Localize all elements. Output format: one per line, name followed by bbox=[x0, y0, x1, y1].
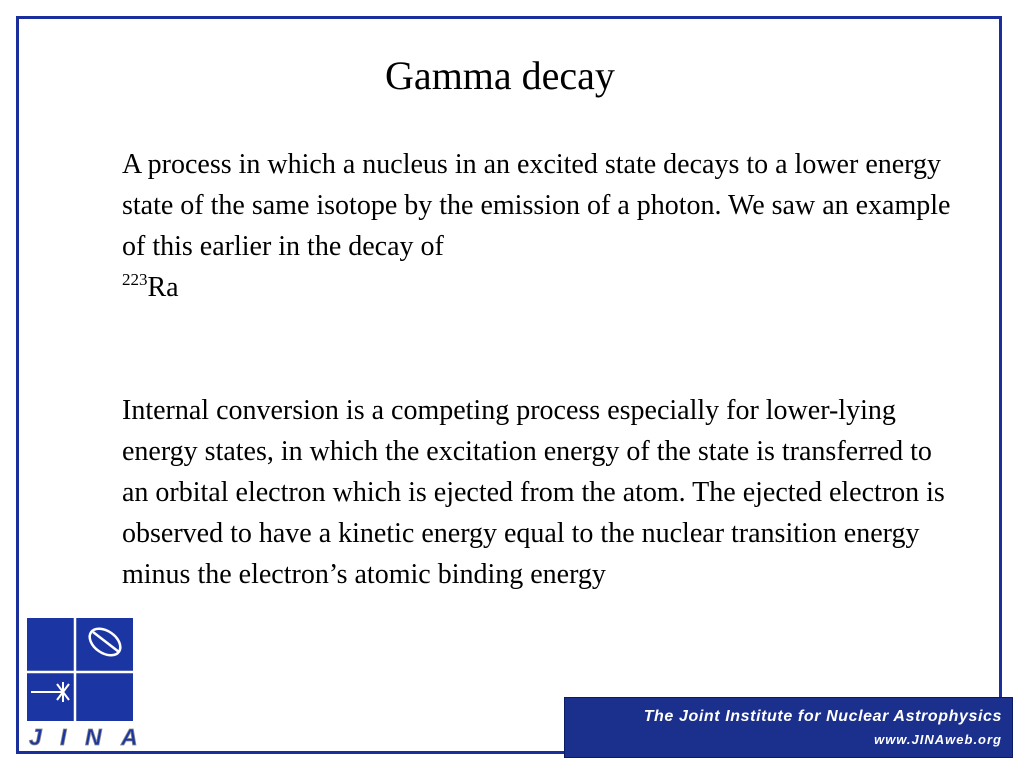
svg-text:J: J bbox=[29, 724, 42, 750]
jina-banner bbox=[564, 697, 1013, 758]
isotope-symbol: Ra bbox=[147, 272, 179, 303]
paragraph-gamma-decay bbox=[122, 144, 962, 308]
paragraph-internal-conversion: Internal conversion is a competing process especially for lower-lying energy states, in which the excitation energy of the state is transferred to an orbital electron which is ejected from the atom. The ejected electron is observed to have a kinetic energy equal to the nuclear transition energy minus the electron’s atomic binding energy bbox=[122, 395, 945, 590]
slide-title: Gamma decay bbox=[385, 53, 615, 98]
isotope-mass-number: 223 bbox=[122, 270, 148, 289]
svg-text:A: A bbox=[121, 724, 138, 750]
jina-logo bbox=[27, 618, 145, 748]
svg-text:N: N bbox=[85, 724, 102, 750]
paragraph-gamma-decay-text: A process in which a nucleus in an excited state decays to a lower energy state of the same isotope by the emission of a photon. We saw an example of this earlier in the decay of bbox=[122, 149, 951, 262]
jina-logo-letters bbox=[27, 722, 145, 750]
jina-logo-emblem bbox=[27, 618, 133, 721]
banner-website: www.JINAweb.org bbox=[874, 732, 1002, 747]
banner-institute-name: The Joint Institute for Nuclear Astrophysics bbox=[643, 708, 1002, 725]
svg-text:I: I bbox=[60, 724, 67, 750]
slide-frame bbox=[16, 16, 1002, 754]
